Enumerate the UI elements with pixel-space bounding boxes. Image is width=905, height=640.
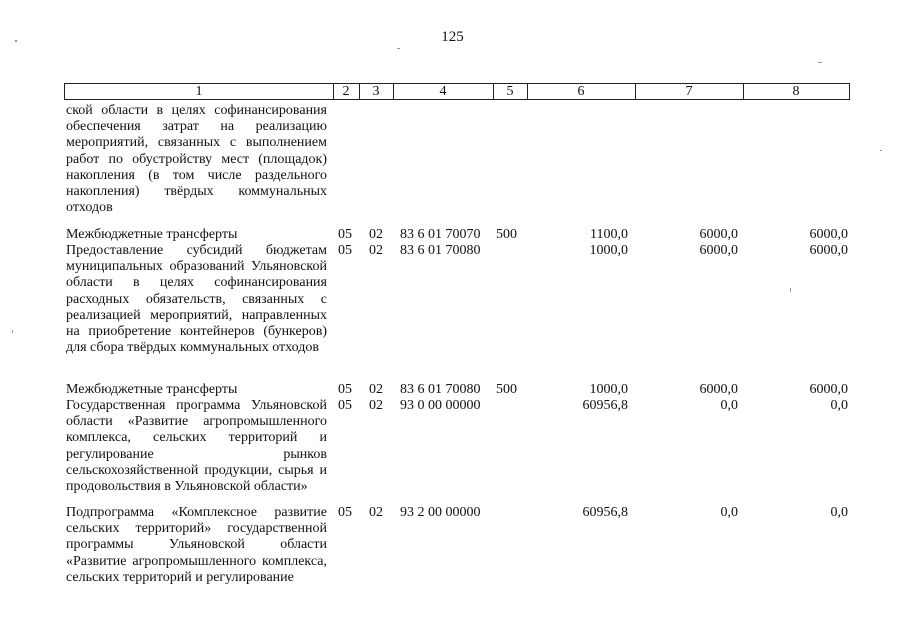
scan-speck	[12, 330, 13, 333]
header-col-2: 2	[333, 84, 360, 99]
row-amount-col8: 0,0	[830, 505, 848, 520]
row-amount-col6: 1000,0	[589, 382, 628, 397]
row-subsection: 02	[369, 243, 383, 258]
row-section: 05	[338, 505, 352, 520]
header-col-6: 6	[527, 84, 636, 99]
row-amount-col7: 6000,0	[699, 382, 738, 397]
header-col-1: 1	[65, 84, 334, 99]
row-amount-col7: 6000,0	[699, 243, 738, 258]
row-amount-col6: 60956,8	[582, 505, 628, 520]
scan-speck	[397, 48, 400, 49]
row-section: 05	[338, 382, 352, 397]
row-target-code: 93 2 00 00000	[400, 505, 481, 520]
table-header	[64, 83, 850, 100]
row-amount-col7: 0,0	[720, 505, 738, 520]
scan-speck	[880, 150, 882, 151]
row-target-code: 83 6 01 70080	[400, 243, 481, 258]
row-target-code: 83 6 01 70070	[400, 227, 481, 242]
row-description: Предоставление субсидий бюджетам муниципальных образований Ульяновской области в целях софинансирования расходных обязательств, связанных с реализацией мероприятий, направленных на приобретение контейнеров (бункеров) для сбора твёрдых коммунальных отходов	[66, 243, 327, 356]
row-subsection: 02	[369, 382, 383, 397]
row-description: ской области в целях софинансирования обеспечения затрат на реализацию мероприятий, связанных с выполнением работ по обустройству мест (площадок) накопления (в том числе раздельного накопления) твёрдых коммунальных отходов	[66, 103, 327, 216]
row-subsection: 02	[369, 227, 383, 242]
row-target-code: 83 6 01 70080	[400, 382, 481, 397]
row-target-code: 93 0 00 00000	[400, 398, 481, 413]
row-section: 05	[338, 398, 352, 413]
header-col-3: 3	[359, 84, 394, 99]
header-col-4: 4	[393, 84, 494, 99]
header-col-5: 5	[493, 84, 528, 99]
row-subsection: 02	[369, 505, 383, 520]
row-subsection: 02	[369, 398, 383, 413]
row-description: Подпрограмма «Комплексное развитие сельских территорий» государственной программы Ульяновской области «Развитие агропромышленного комплекса, сельских территорий и регулирование	[66, 505, 327, 585]
row-section: 05	[338, 227, 352, 242]
scan-speck	[790, 288, 791, 292]
scan-speck	[818, 62, 822, 63]
header-col-8: 8	[792, 84, 800, 99]
page-number: 125	[441, 29, 464, 45]
row-amount-col7: 6000,0	[699, 227, 738, 242]
row-amount-col6: 60956,8	[582, 398, 628, 413]
row-amount-col8: 6000,0	[809, 382, 848, 397]
row-amount-col8: 6000,0	[809, 227, 848, 242]
scan-speck	[15, 40, 17, 42]
row-expense-type: 500	[496, 227, 517, 242]
row-expense-type: 500	[496, 382, 517, 397]
row-amount-col6: 1100,0	[590, 227, 628, 242]
row-description: Государственная программа Ульяновской области «Развитие агропромышленного комплекса, сельских территорий и регулирование рынков сельскохозяйственной продукции, сырья и продовольствия в Ульяновской области»	[66, 398, 327, 495]
row-section: 05	[338, 243, 352, 258]
row-amount-col6: 1000,0	[589, 243, 628, 258]
row-amount-col7: 0,0	[720, 398, 738, 413]
header-col-7: 7	[635, 84, 744, 99]
row-amount-col8: 0,0	[830, 398, 848, 413]
row-description: Межбюджетные трансферты	[66, 227, 238, 242]
row-description: Межбюджетные трансферты	[66, 382, 238, 397]
row-amount-col8: 6000,0	[809, 243, 848, 258]
